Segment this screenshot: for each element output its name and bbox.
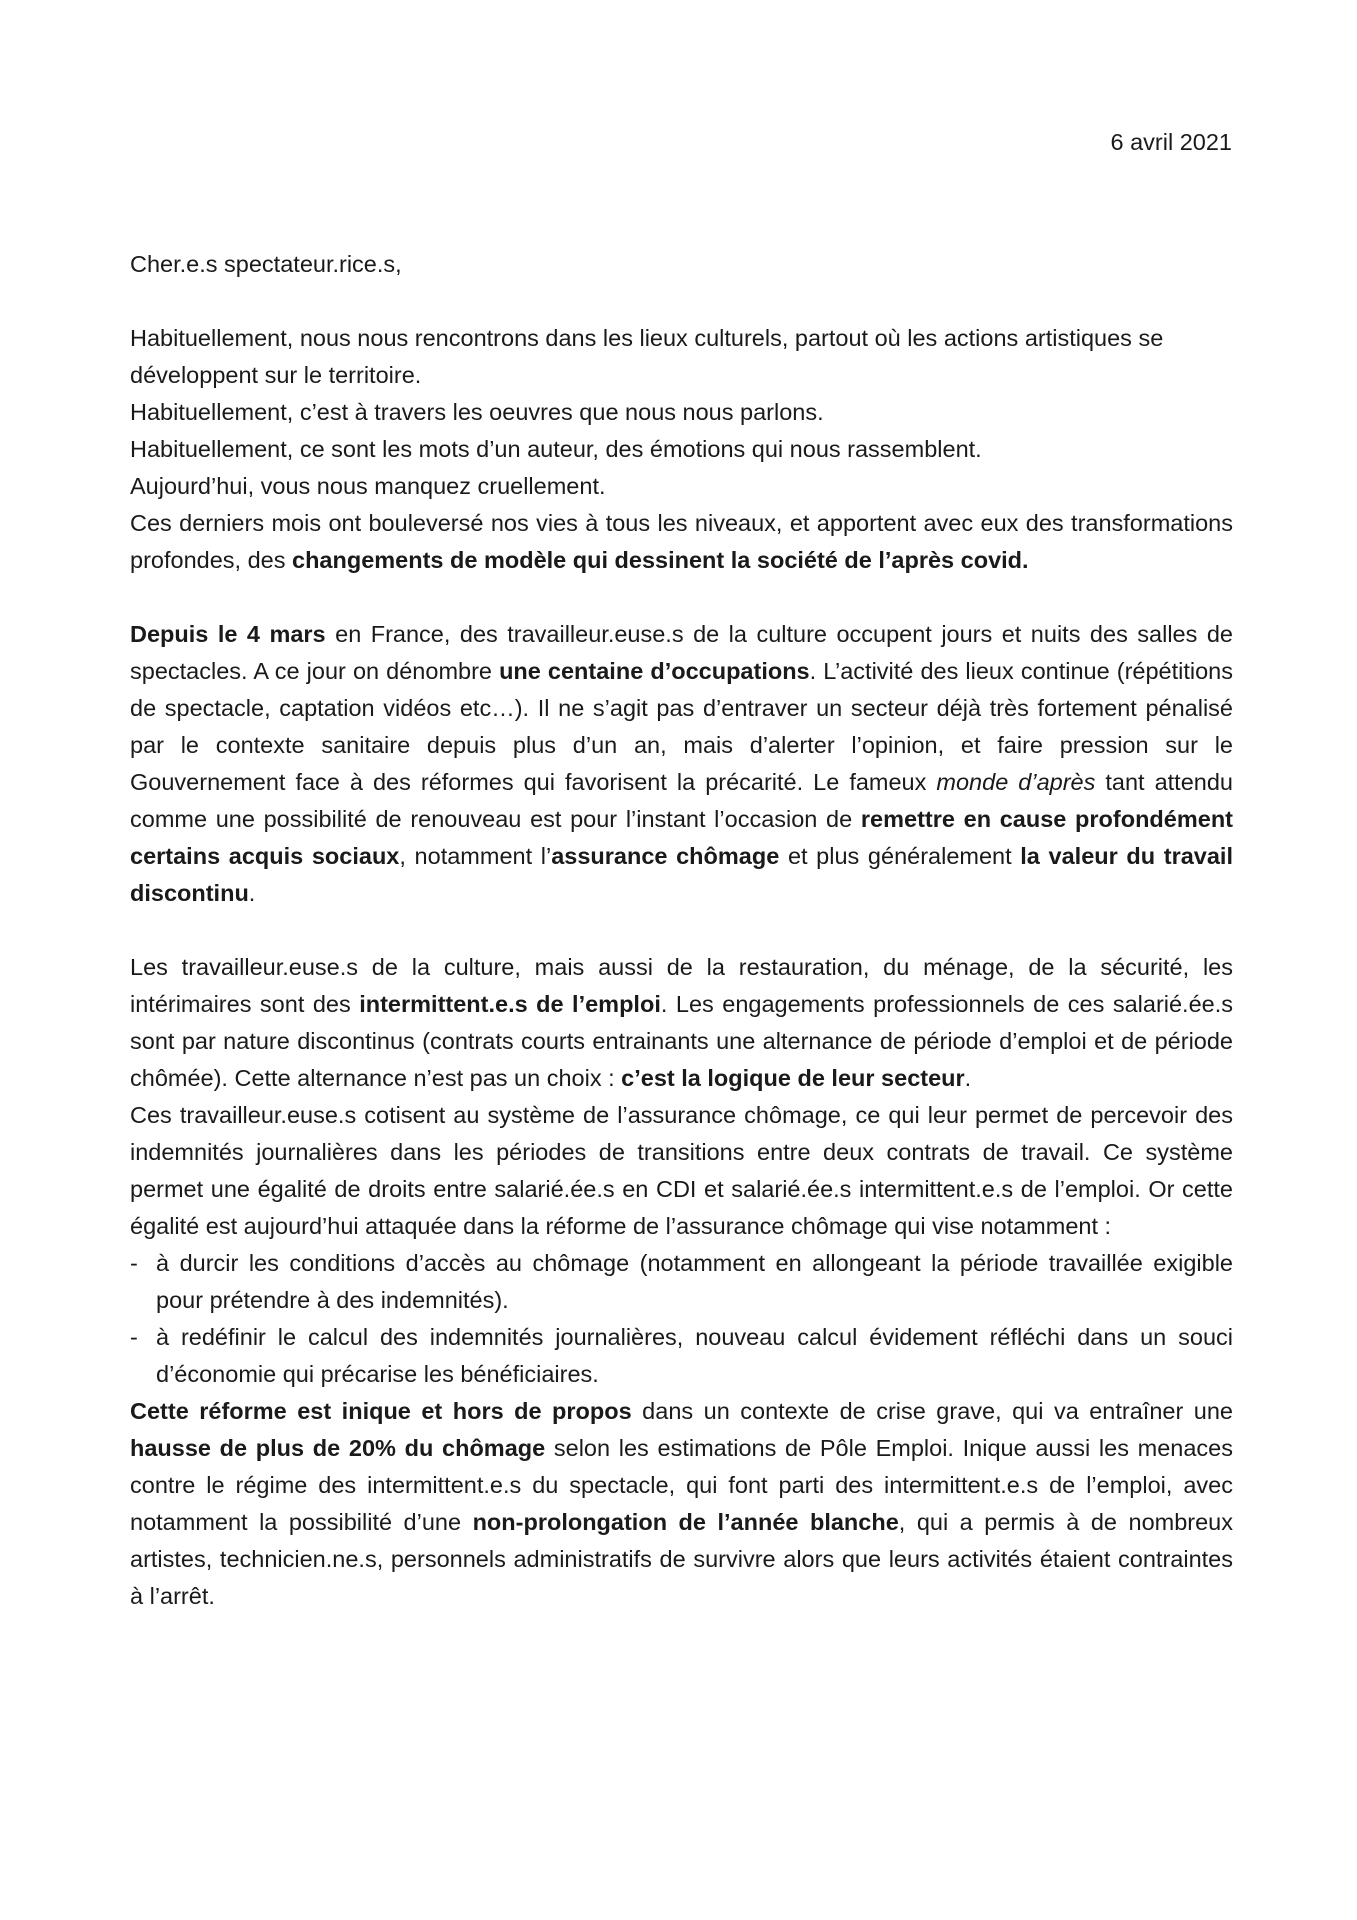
list-item <box>130 1245 1233 1319</box>
greeting: Cher.e.s spectateur.rice.s, <box>130 251 402 277</box>
dash-bullet: - <box>130 1324 138 1350</box>
intro-line: Aujourd’hui, vous nous manquez cruellement. <box>130 473 606 499</box>
letter-date: 6 avril 2021 <box>1110 129 1232 155</box>
paragraph-4: Ces travailleur.euse.s cotisent au système de l’assurance chômage, ce qui leur permet de percevoir des indemnités journalières dans les périodes de transitions entre deux contrats de travail. Ce système permet une égalité de droits entre salarié.ée.s en CDI et salarié.ée.s intermittent.e.s de l’emploi. Or cette égalité est aujourd’hui attaquée dans la réforme de l’assurance chômage qui vise notamment : <box>130 1102 1233 1239</box>
letter-body <box>130 246 1233 1615</box>
paragraph-1: Ces derniers mois ont bouleversé nos vies à tous les niveaux, et apportent avec eux des transformations profondes, des changements de modèle qui dessinent la société de l’après covid. <box>130 510 1233 573</box>
dash-bullet: - <box>130 1250 138 1276</box>
paragraph-5: Cette réforme est inique et hors de propos dans un contexte de crise grave, qui va entraîner une hausse de plus de 20% du chômage selon les estimations de Pôle Emploi. Inique aussi les menaces contre le régime des intermittent.e.s du spectacle, qui font parti des intermittent.e.s de l’emploi, avec notamment la possibilité d’une non-prolongation de l’année blanche, qui a permis à de nombreux artistes, technicien.ne.s, personnels administratifs de survivre alors que leurs activités étaient contraintes à l’arrêt. <box>130 1398 1234 1609</box>
intro-line: Habituellement, ce sont les mots d’un auteur, des émotions qui nous rassemblent. <box>130 436 982 462</box>
list-item-text: à durcir les conditions d’accès au chômage (notamment en allongeant la période travaillée exigible pour prétendre à des indemnités). <box>156 1250 1233 1313</box>
intro-line: Habituellement, nous nous rencontrons dans les lieux culturels, partout où les actions artistiques se développent sur le territoire. <box>130 325 1164 388</box>
intro-line: Habituellement, c’est à travers les oeuvres que nous nous parlons. <box>130 399 824 425</box>
paragraph-2: Depuis le 4 mars en France, des travailleur.euse.s de la culture occupent jours et nuits des salles de spectacles. A ce jour on dénombre une centaine d’occupations. L’activité des lieux continue (répétitions de spectacle, captation vidéos etc…). Il ne s’agit pas d’entraver un secteur déjà très fortement pénalisé par le contexte sanitaire depuis plus d’un an, mais d’alerter l’opinion, et faire pression sur le Gouvernement face à des réformes qui favorisent la précarité. Le fameux monde d’après tant attendu comme une possibilité de renouveau est pour l’instant l’occasion de remettre en cause profondément certains acquis sociaux, notamment l’assurance chômage et plus généralement la valeur du travail discontinu. <box>130 621 1234 906</box>
list-item-text: à redéfinir le calcul des indemnités journalières, nouveau calcul évidement réfléchi dans un souci d’économie qui précarise les bénéficiaires. <box>156 1324 1233 1387</box>
paragraph-3: Les travailleur.euse.s de la culture, mais aussi de la restauration, du ménage, de la sécurité, les intérimaires sont des intermittent.e.s de l’emploi. Les engagements professionnels de ces salarié.ée.s sont par nature discontinus (contrats courts entrainants une alternance de période d’emploi et de période chômée). Cette alternance n’est pas un choix : c’est la logique de leur secteur. <box>130 954 1234 1091</box>
list-item <box>130 1319 1233 1393</box>
